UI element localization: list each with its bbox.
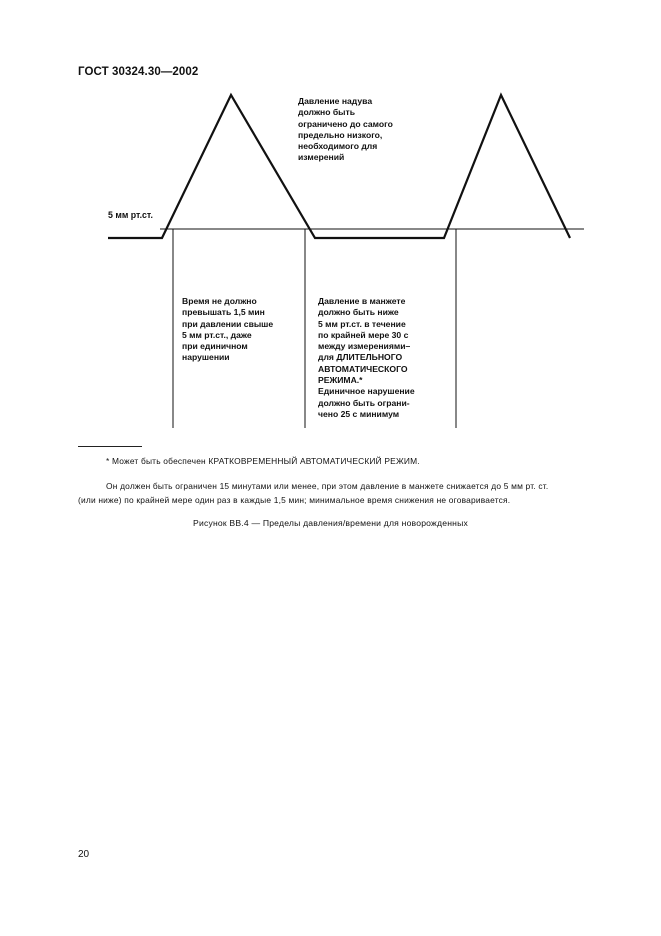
note-line: 5 мм рт.ст., даже <box>182 329 252 340</box>
paragraph-line: Он должен быть ограничен 15 минутами или менее, при этом давление в манжете снижается до 5 мм рт. ст. <box>106 481 549 491</box>
note-line: 5 мм рт.ст. в течение <box>318 318 406 329</box>
note-line: Единичное нарушение <box>318 386 415 397</box>
body-paragraph <box>78 479 618 507</box>
footnote-divider <box>78 446 142 447</box>
paragraph-line: (или ниже) по крайней мере один раз в каждые 1,5 мин; минимальное время снижения не оговаривается. <box>78 495 511 505</box>
note-line: нарушении <box>182 352 230 363</box>
note-line: измерений <box>298 152 345 163</box>
note-line: чено 25 с минимум <box>318 408 400 419</box>
page-number: 20 <box>78 849 90 860</box>
note-line: должно быть <box>298 107 356 118</box>
note-line: должно быть ограни- <box>318 397 410 408</box>
cuff-pressure-note <box>318 296 448 420</box>
note-line: по крайней мере 30 с <box>318 329 409 340</box>
threshold-label: 5 мм рт.ст. <box>108 210 153 220</box>
document-header: ГОСТ 30324.30—2002 <box>78 66 199 78</box>
note-line: РЕЖИМА.* <box>318 375 363 386</box>
note-line: между измерениями– <box>318 341 411 352</box>
note-line: для ДЛИТЕЛЬНОГО <box>318 352 403 363</box>
inflation-pressure-note <box>298 96 418 164</box>
note-line: превышать 1,5 мин <box>182 307 265 318</box>
note-line: при единичном <box>182 341 248 352</box>
figure-caption: Рисунок ВВ.4 — Пределы давления/времени для новорожденных <box>193 518 468 528</box>
footnote: * Может быть обеспечен КРАТКОВРЕМЕННЫЙ АВТОМАТИЧЕСКИЙ РЕЖИМ. <box>106 456 420 466</box>
note-line: Давление надува <box>298 96 373 106</box>
time-limit-note <box>182 296 300 364</box>
note-line: необходимого для <box>298 141 378 152</box>
note-line: при давлении свыше <box>182 318 274 329</box>
note-line: Давление в манжете <box>318 296 406 306</box>
note-line: должно быть ниже <box>318 307 399 318</box>
note-line: ограничено до самого <box>298 118 393 129</box>
pressure-time-diagram <box>0 0 661 440</box>
note-line: Время не должно <box>182 296 257 306</box>
note-line: предельно низкого, <box>298 129 383 140</box>
note-line: АВТОМАТИЧЕСКОГО <box>318 363 408 374</box>
